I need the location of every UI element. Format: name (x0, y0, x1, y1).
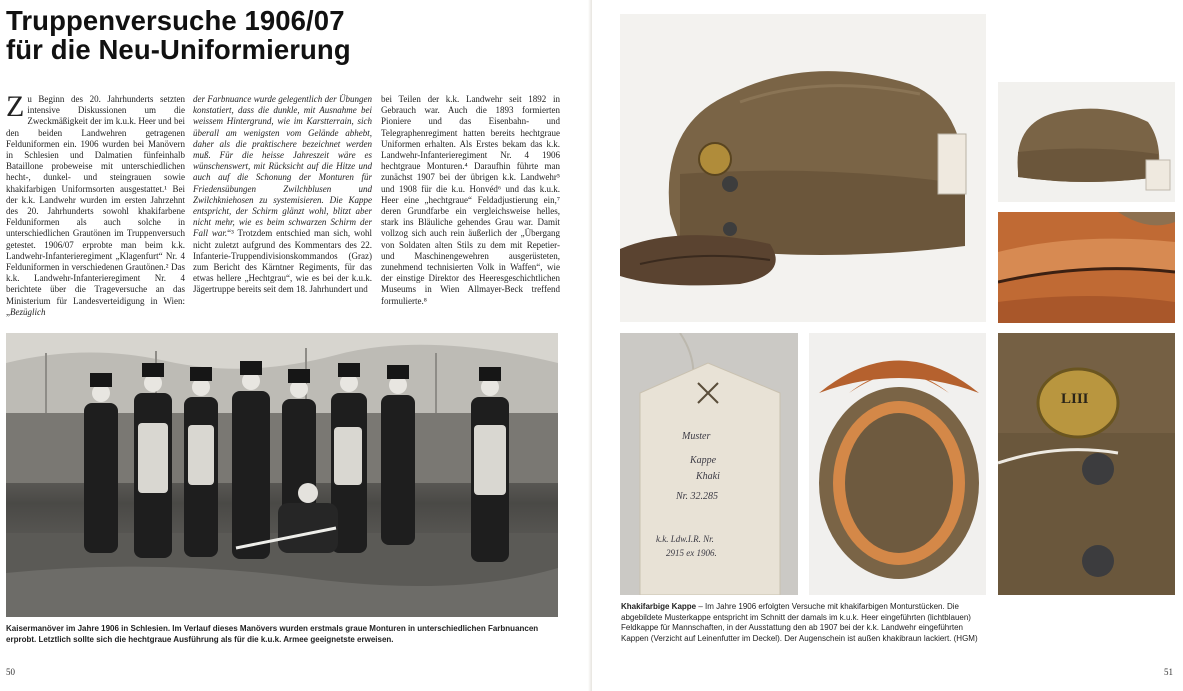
tag-line-6: 2915 ex 1906. (666, 548, 717, 558)
photo-caption-left: Kaisermanöver im Jahre 1906 in Schlesien. Im Verlauf dieses Manövers wurden erstmals graue Monturen in unterschiedlichen Farbnuancen erprobt. Letztlich sollte sich die hechtgraue Ausführung als für die k.u.k. Armee geeignetste erweisen. (6, 624, 539, 644)
text-column-2 (193, 94, 372, 322)
tag-line-3: Khaki (696, 471, 720, 482)
right-page (592, 0, 1183, 691)
tag-line-5: k.k. Ldw.I.R. Nr. (656, 534, 714, 544)
leather-lining-drawing (998, 212, 1175, 323)
page-title (6, 6, 351, 64)
title-line-2: für die Neu-Uniformierung (6, 34, 351, 65)
cap-side-view-photo (620, 14, 986, 322)
cap-inside-view-photo (809, 333, 986, 595)
caption-right-text: – Im Jahre 1906 erfolgten Versuche mit khakifarbigen Monturstücken. Die abgebildete Musterkappe entspricht im Schnitt der damals im k.u.k. Heer eingeführten (lichtblauen) Feldkappe für Mannschaften, in der Ausstattung den ab 1907 bei der k.k. Landwehr eingeführten Kappen (Verzicht auf Leinenfutter im Deckel). Der Augenschein ist außen khakibraun lackiert. (HGM) (621, 602, 978, 643)
page-number-right: 51 (1164, 667, 1173, 677)
drop-cap: Z (6, 94, 25, 123)
tag-line-1: Muster (682, 431, 711, 442)
text-column-3 (381, 94, 560, 322)
tag-line-4: Nr. 32.285 (676, 491, 718, 502)
cap-leather-lining-photo (998, 212, 1175, 323)
manoeuvre-group-photo (6, 333, 558, 617)
cap-back-drawing (998, 82, 1175, 202)
column-3-text: bei Teilen der k.k. Landwehr seit 1892 in Gebrauch war. Auch die 1893 formierten Pioniere und das Eisenbahn- und Telegraphenregiment hatten bereits hechtgraue Uniformen erhalten. Als Erstes bekam das k.k. Landwehr-Infanterieregiment Nr. 4 1906 hechtgraue Monturen.⁴ Daraufhin führte man zunächst 1907 bei der übrigen k.k. Landwehr⁵ und 1908 für die k.u. Honvéd⁶ und das k.u.k. Heer eine „hechtgraue“ Feldadjustierung ein,⁷ deren Grundfarbe ein vergleichsweise helles, stark ins Bläuliche gehendes Grau war. Damit vollzog sich auch rein äußerlich der „Übergang von Soldaten alten Stils zu dem mit Repetier- und Maschinengewehren ausgerüsteten, zunehmend technisierten Volk in Waffen“, wie der einstige Direktor des Heeresgeschichtlichen Museums in Wien Allmayer-Beck treffend formulierte.⁸ (381, 94, 560, 306)
tag-line-2: Kappe (690, 455, 717, 466)
group-photo-drawing (6, 333, 558, 617)
button-closeup-drawing (998, 333, 1175, 595)
cap-badge-letters: LIII (1061, 391, 1089, 407)
cap-inside-drawing (809, 333, 986, 595)
column-1-quote-start: Bezüglich (10, 306, 46, 317)
cap-back-view-photo (998, 82, 1175, 202)
cap-button-closeup-photo (998, 333, 1175, 595)
photo-caption-right (621, 602, 981, 644)
page-number-left: 50 (6, 667, 15, 677)
column-1-text: u Beginn des 20. Jahrhunderts setzten intensive Diskussionen um die Zweckmäßigkeit der im k.u.k. Heer und bei den beiden Landwehren getragenen Felduniformen ein. 1906 wurden bei Manövern in Schlesien und Dalmatien fünfeinhalb Bataillone probeweise mit unterschiedlichen hecht-, dunkel- und steingrauen sowie khakifarbigen Uniformsorten ausgestattet.¹ Bei der k.k. Landwehr wurden im ersten Jahrzehnt des 20. Jahrhunderts sowohl khakifarbene Felduniformen als auch solche in unterschiedlichen Grautönen im Truppenversuch getestet. 1906/07 erprobte man beim k.k. Landwehr-Infanterieregiment „Klagenfurt“ Nr. 4 Felduniformen in verschiedenen Grautönen.² Das k.k. Landwehr-Infanterieregiment Nr. 4 berichtete über die Trageversuche an das Ministerium für Landesverteidigung in Wien: „ (6, 94, 185, 317)
cap-side-drawing (620, 14, 986, 322)
title-line-1: Truppenversuche 1906/07 (6, 5, 345, 36)
text-column-1 (6, 94, 185, 322)
caption-right-title: Khakifarbige Kappe (621, 602, 697, 611)
column-2-text: “³ Trotzdem entschied man sich, wohl nicht zuletzt aufgrund des Kommentars des 22. Infanterie-Truppendivisionskommandos (Graz) zum Bericht des Kärntner Regiments, für das etwas hellere „Hechtgrau“, wie es bei der k.u.k. Jägertruppe bereits seit dem 18. Jahrhundert und (193, 228, 372, 295)
cap-label-tag-photo (620, 333, 798, 595)
column-2-quote: der Farbnuance wurde gelegentlich der Übungen konstatiert, dass die dunkle, mit Ausnahme bei weissem Hintergrund, wie im Karstterrain, sich überall am wenigsten vom Gelände abhebt, daher als die praktischere bezeichnet werden muß. Für die heisse Jahreszeit wäre es wünschenswert, mit Rücksicht auf die Hitze und auch auf die Schonung der Monturen für Friedensübungen Zwilchblusen und Zwilchkniehosen zu systemisieren. Die Kappe entspricht, der Schirm glänzt wohl, blitzt aber nicht mehr, wie es beim schwarzen Schirm der Fall war. (193, 94, 372, 239)
